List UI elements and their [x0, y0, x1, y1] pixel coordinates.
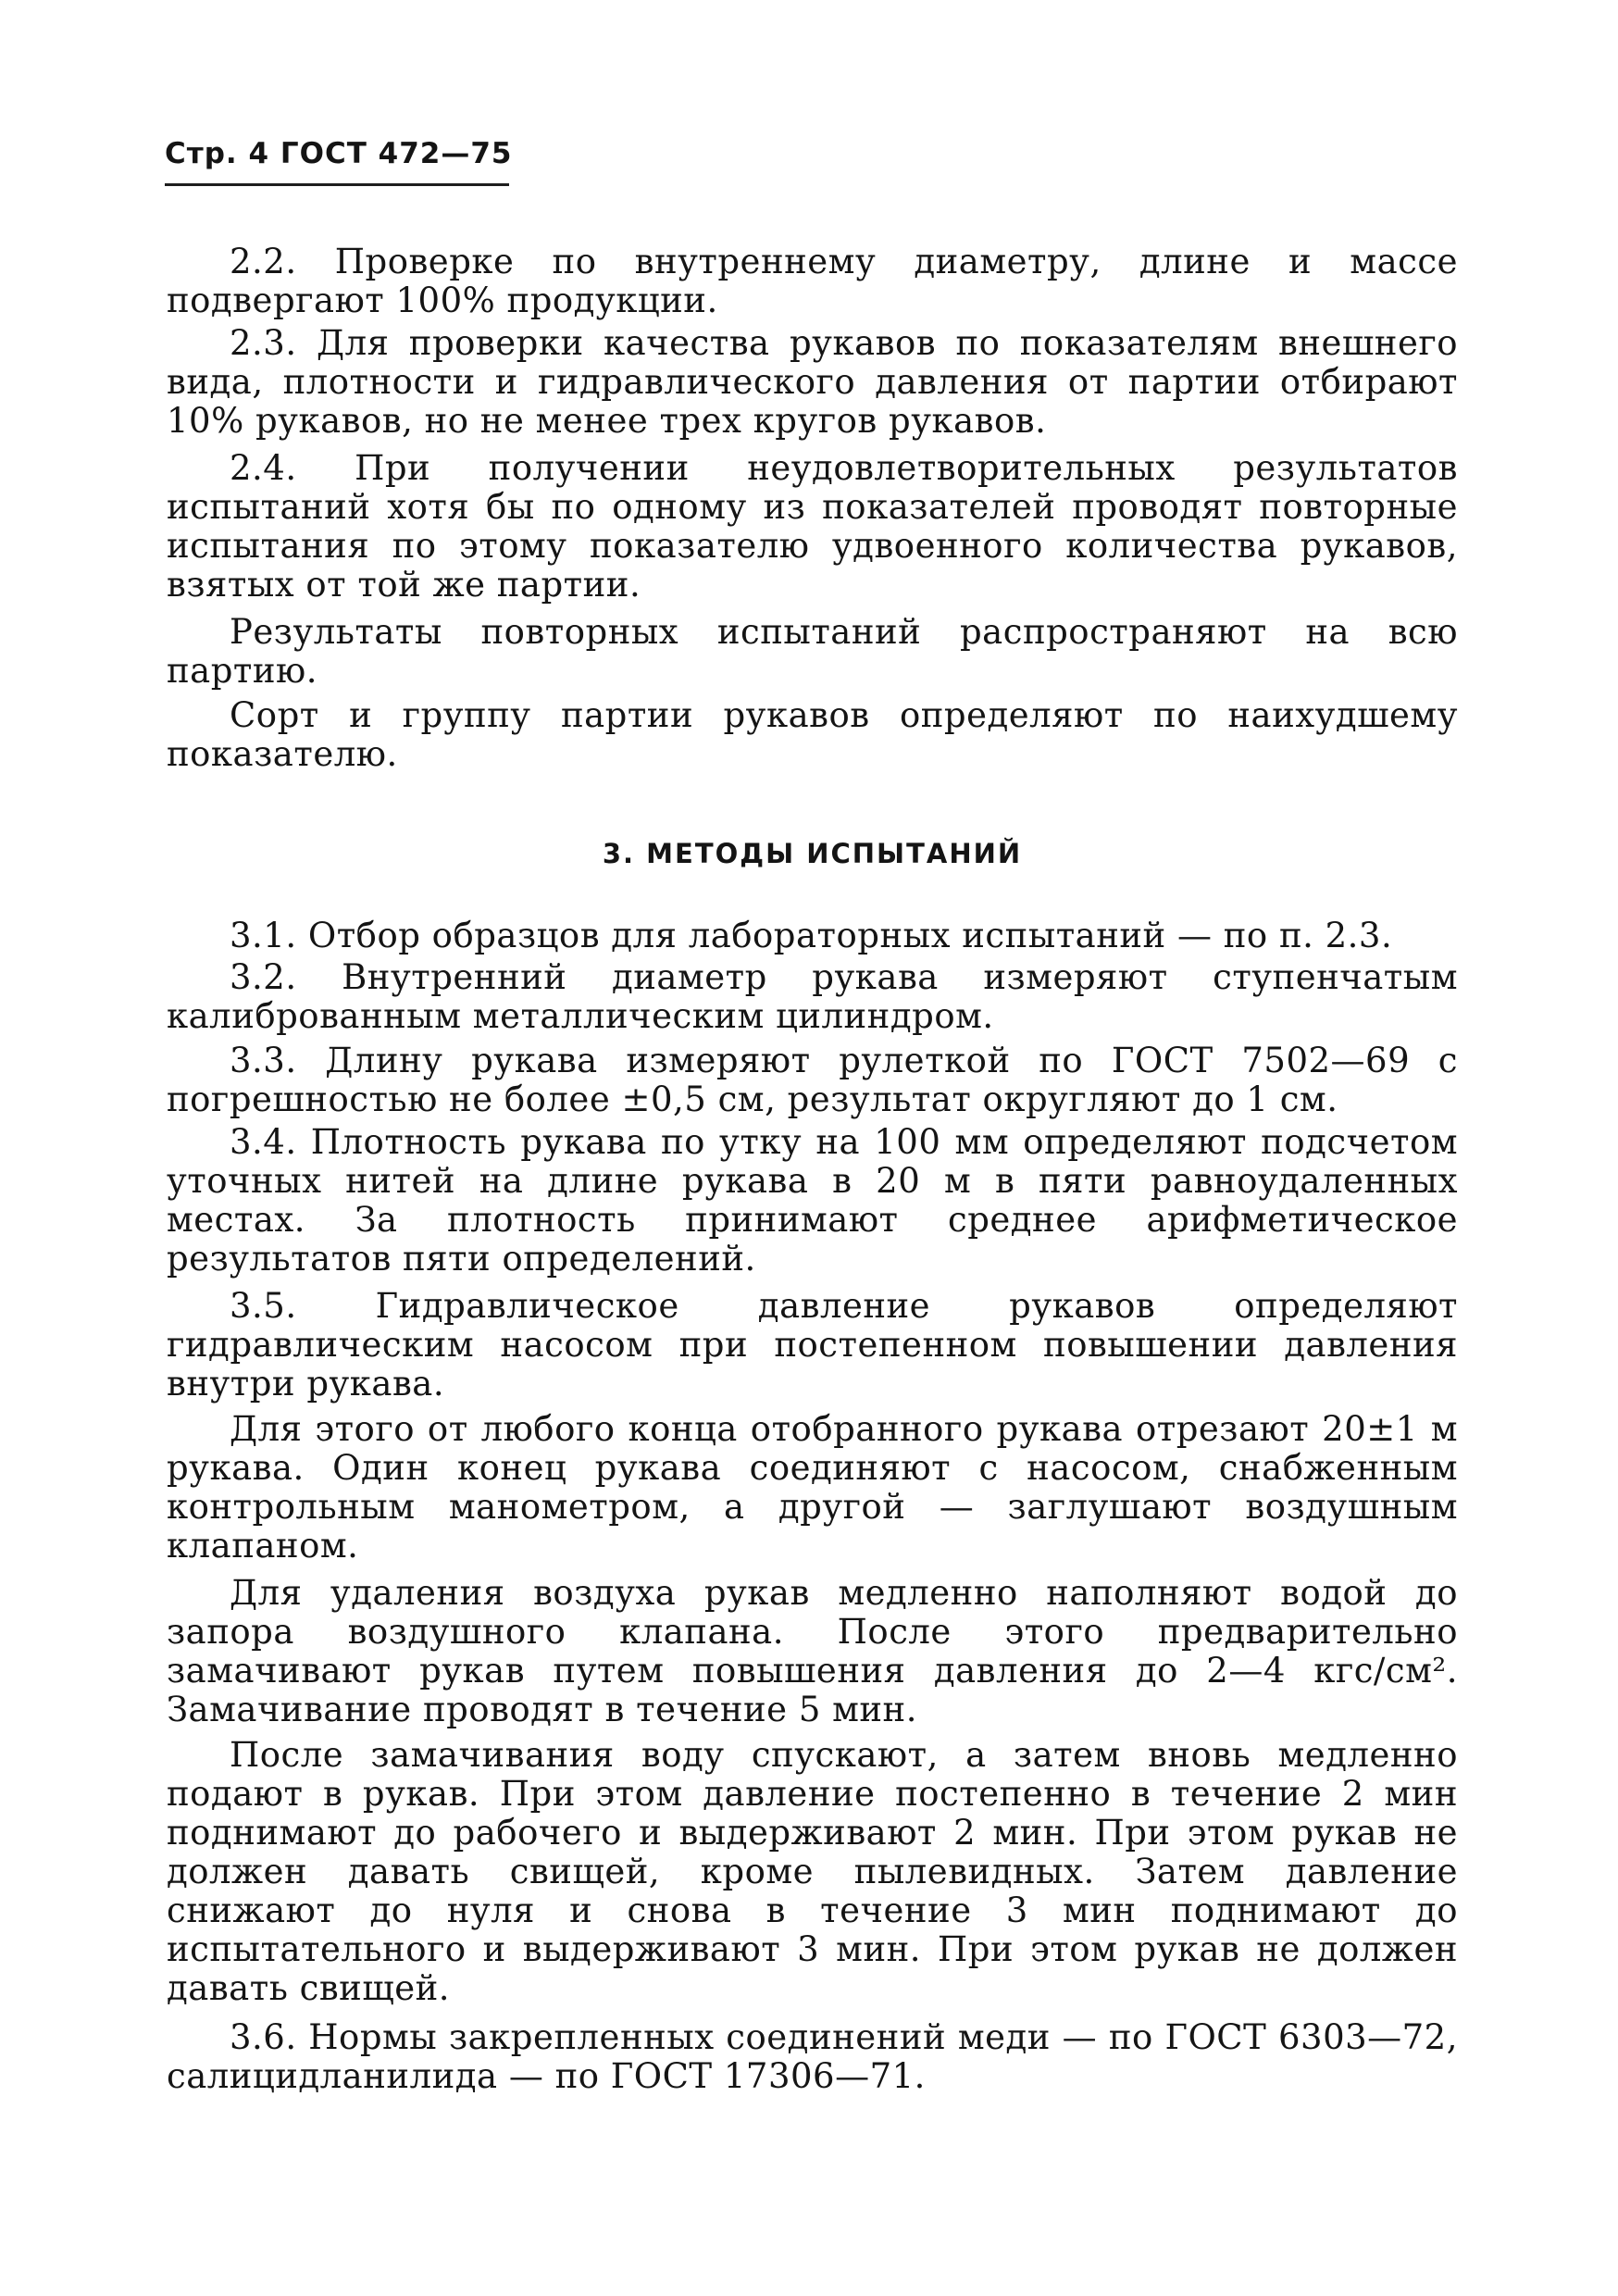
paragraph-3-3: 3.3. Длину рукава измеряют рулеткой по ГОСТ 7502—69 с погрешностью не более ±0,5 см, результат округляют до 1 см.	[167, 1041, 1458, 1119]
header-rule	[165, 183, 509, 186]
paragraph-air-removal: Для удаления воздуха рукав медленно наполняют водой до запора воздушного клапана. После этого предварительно замачивают рукав путем повышения давления до 2—4 кгс/см². Замачивание проводят в течение 5 мин.	[167, 1573, 1458, 1729]
paragraph-3-6: 3.6. Нормы закрепленных соединений меди — по ГОСТ 6303—72, салицидланилида — по ГОСТ 17306—71.	[167, 2017, 1458, 2096]
paragraph-3-4: 3.4. Плотность рукава по утку на 100 мм определяют подсчетом уточных нитей на длине рукава в 20 м в пяти равноудаленных местах. За плотность принимают среднее арифметическое результатов пяти определений.	[167, 1122, 1458, 1279]
paragraph-grade: Сорт и группу партии рукавов определяют по наихудшему показателю.	[167, 695, 1458, 774]
page-header: Стр. 4 ГОСТ 472—75	[165, 137, 513, 170]
paragraph-2-4: 2.4. При получении неудовлетворительных результатов испытаний хотя бы по одному из показателей проводят повторные испытания по этому показателю удвоенного количества рукавов, взятых от той же партии.	[167, 448, 1458, 605]
paragraph-sample-setup: Для этого от любого конца отобранного рукава отрезают 20±1 м рукава. Один конец рукава соединяют с насосом, снабженным контрольным манометром, а другой — заглушают воздушным клапаном.	[167, 1409, 1458, 1566]
paragraph-3-2: 3.2. Внутренний диаметр рукава измеряют ступенчатым калиброванным металлическим цилиндром.	[167, 957, 1458, 1036]
paragraph-retest-results: Результаты повторных испытаний распространяют на всю партию.	[167, 612, 1458, 691]
paragraph-2-3: 2.3. Для проверки качества рукавов по показателям внешнего вида, плотности и гидравлического давления от партии отбирают 10% рукавов, но не менее трех кругов рукавов.	[167, 323, 1458, 441]
paragraph-3-5: 3.5. Гидравлическое давление рукавов определяют гидравлическим насосом при постепенном повышении давления внутри рукава.	[167, 1286, 1458, 1404]
paragraph-3-1: 3.1. Отбор образцов для лабораторных испытаний — по п. 2.3.	[230, 916, 1393, 955]
paragraph-2-2: 2.2. Проверке по внутреннему диаметру, длине и массе подвергают 100% продукции.	[167, 242, 1458, 320]
section-heading-test-methods: 3. МЕТОДЫ ИСПЫТАНИЙ	[602, 838, 1023, 869]
paragraph-after-soaking: После замачивания воду спускают, а затем вновь медленно подают в рукав. При этом давление постепенно в течение 2 мин поднимают до рабочего и выдерживают 2 мин. При этом рукав не должен давать свищей, кроме пылевидных. Затем давление снижают до нуля и снова в течение 3 мин поднимают до испытательного и выдерживают 3 мин. При этом рукав не должен давать свищей.	[167, 1735, 1458, 2008]
